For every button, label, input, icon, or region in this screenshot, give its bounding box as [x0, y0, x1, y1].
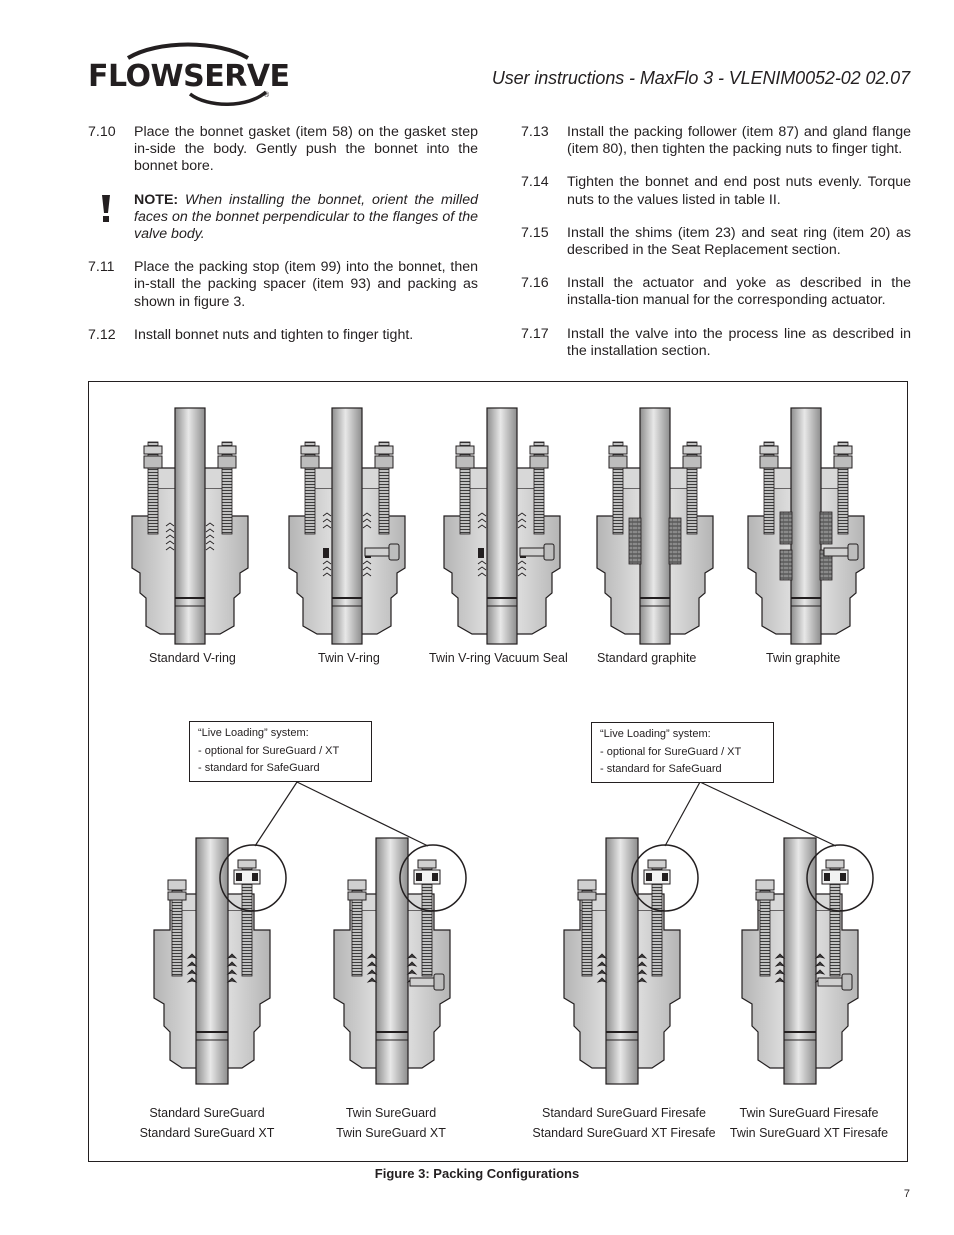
label-twin-sureguard: Twin SureGuard Twin SureGuard XT	[336, 1106, 446, 1140]
label-twin-sureguard-firesafe: Twin SureGuard Firesafe Twin SureGuard XT Firesafe	[729, 1106, 889, 1140]
registered-mark: ®	[264, 92, 270, 99]
label-standard-sureguard-firesafe: Standard SureGuard Firesafe Standard SureGuard XT Firesafe	[532, 1106, 716, 1140]
step-7-15: 7.15 Install the shims (item 23) and seat ring (item 20) as described in the Seat Replacement section.	[521, 224, 911, 259]
twin-graphite-drawing	[748, 408, 864, 644]
label-twin-v-ring: Twin V-ring	[318, 651, 380, 665]
label-twin-graphite: Twin graphite	[766, 651, 841, 665]
standard-graphite-drawing	[597, 408, 713, 644]
twin-v-ring-vacuum-seal-drawing	[444, 408, 560, 644]
standard-sureguard-drawing	[154, 838, 270, 1084]
step-7-10: 7.10 Place the bonnet gasket (item 58) on the gasket step in-side the body. Gently push the bonnet into the bonnet bore.	[88, 124, 478, 175]
standard-v-ring-drawing	[132, 408, 248, 644]
step-7-14: 7.14 Tighten the bonnet and end post nuts evenly. Torque nuts to the values listed in table II.	[521, 174, 911, 208]
standard-sureguard-firesafe-drawing	[564, 838, 680, 1084]
figure-caption: Figure 3: Packing Configurations	[374, 1166, 580, 1181]
step-7-12: 7.12 Install bonnet nuts and tighten to finger tight.	[88, 326, 414, 343]
live-loading-note-left: “Live Loading” system: - optional for SureGuard / XT - standard for SafeGuard	[189, 721, 372, 782]
label-standard-v-ring: Standard V-ring	[149, 651, 236, 665]
twin-sureguard-firesafe-drawing	[742, 838, 858, 1084]
leader-line	[700, 782, 836, 846]
leader-line	[665, 782, 700, 846]
brand-name: FLOWSERVE	[88, 59, 290, 94]
twin-v-ring-drawing	[289, 408, 405, 644]
leader-line	[297, 782, 428, 846]
leader-line	[255, 782, 297, 846]
twin-sureguard-drawing	[334, 838, 450, 1084]
label-twin-v-ring-vacuum-seal: Twin V-ring Vacuum Seal	[429, 651, 568, 665]
note-label: NOTE:	[134, 191, 179, 208]
live-loading-note-right: “Live Loading” system: - optional for SureGuard / XT - standard for SafeGuard	[591, 722, 774, 783]
page-number: 7	[903, 1188, 910, 1200]
step-7-16: 7.16 Install the actuator and yoke as described in the installa-tion manual for the corresponding actuator.	[521, 275, 911, 309]
note-text: When installing the bonnet, orient the milled faces on the bonnet perpendicular to the flanges of the valve body.	[134, 191, 478, 243]
label-standard-sureguard: Standard SureGuard Standard SureGuard XT	[139, 1106, 275, 1140]
step-7-11: 7.11 Place the packing stop (item 99) into the bonnet, then in-stall the packing spacer (item 93) and packing as shown in figure 3.	[88, 259, 478, 310]
step-7-17: 7.17 Install the valve into the process line as described in the installation section.	[521, 325, 911, 359]
label-standard-graphite: Standard graphite	[597, 651, 697, 665]
step-7-13: 7.13 Install the packing follower (item 87) and gland flange (item 80), then tighten the packing nuts to finger tight.	[521, 124, 911, 158]
document-title: User instructions - MaxFlo 3 - VLENIM0052-02 02.07	[491, 68, 910, 88]
